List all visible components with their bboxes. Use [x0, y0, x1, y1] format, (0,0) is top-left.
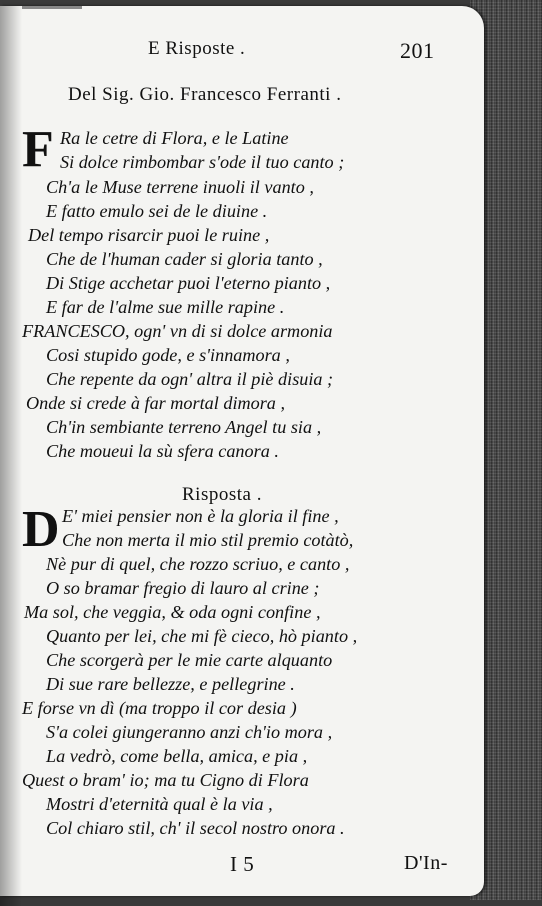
verse-line: Quest o bram' io; ma tu Cigno di Flora	[22, 770, 309, 790]
verse-line: FRANCESCO, ogn' vn di si dolce armonia	[22, 321, 333, 341]
verse-line: Di sue rare bellezze, e pellegrine .	[46, 674, 295, 694]
verse-line: Nè pur di quel, che rozzo scriuo, e canto ,	[46, 554, 350, 574]
verse-line: Ra le cetre di Flora, e le Latine	[60, 128, 289, 148]
verse-line: Ch'in sembiante terreno Angel tu sia ,	[46, 417, 322, 437]
verse-line: O so bramar fregio di lauro al crine ;	[46, 578, 320, 598]
drop-cap: F	[22, 121, 54, 178]
signature-mark: I 5	[230, 852, 255, 876]
verse-line: Che de l'human cader si gloria tanto ,	[46, 249, 323, 269]
page-number: 201	[400, 38, 435, 63]
verse-line: Che moueui la sù sfera canora .	[46, 441, 279, 461]
poem-title: Del Sig. Gio. Francesco Ferranti .	[68, 84, 342, 105]
verse-line: Onde si crede à far mortal dimora ,	[26, 393, 285, 413]
verse-line: Ma sol, che veggia, & oda ogni confine ,	[24, 602, 321, 622]
verse-line: Quanto per lei, che mi fè cieco, hò pianto ,	[46, 626, 358, 646]
verse-line: E far de l'alme sue mille rapine .	[46, 297, 285, 317]
verse-line: Col chiaro stil, ch' il secol nostro onora .	[46, 818, 345, 838]
book-page	[0, 6, 484, 896]
verse-line: Che non merta il mio stil premio cotàtò,	[62, 530, 354, 550]
verse-line: S'a colei giungeranno anzi ch'io mora ,	[46, 722, 333, 742]
verse-line: E' miei pensier non è la gloria il fine ,	[62, 506, 339, 526]
drop-cap: D	[22, 501, 60, 558]
verse-line: Del tempo risarcir puoi le ruine ,	[28, 225, 270, 245]
verse-line: Che scorgerà per le mie carte alquanto	[46, 650, 333, 670]
page-top-mark	[22, 6, 82, 9]
running-title: E Risposte .	[148, 38, 246, 59]
catchword: D'In-	[404, 852, 448, 874]
verse-line: Ch'a le Muse terrene inuoli il vanto ,	[46, 177, 314, 197]
reply-title: Risposta .	[182, 484, 262, 505]
verse-line: Cosi stupido gode, e s'innamora ,	[46, 345, 290, 365]
verse-line: Mostri d'eternità qual è la via ,	[46, 794, 273, 814]
verse-line: E forse vn dì (ma troppo il cor desia )	[22, 698, 297, 718]
verse-line: E fatto emulo sei de le diuine .	[46, 201, 268, 221]
verse-line: La vedrò, come bella, amica, e pia ,	[46, 746, 308, 766]
verse-line: Che repente da ogn' altra il piè disuia ;	[46, 369, 334, 389]
verse-line: Si dolce rimbombar s'ode il tuo canto ;	[60, 152, 345, 172]
gutter-shadow	[0, 6, 22, 906]
verse-line: Di Stige acchetar puoi l'eterno pianto ,	[46, 273, 331, 293]
